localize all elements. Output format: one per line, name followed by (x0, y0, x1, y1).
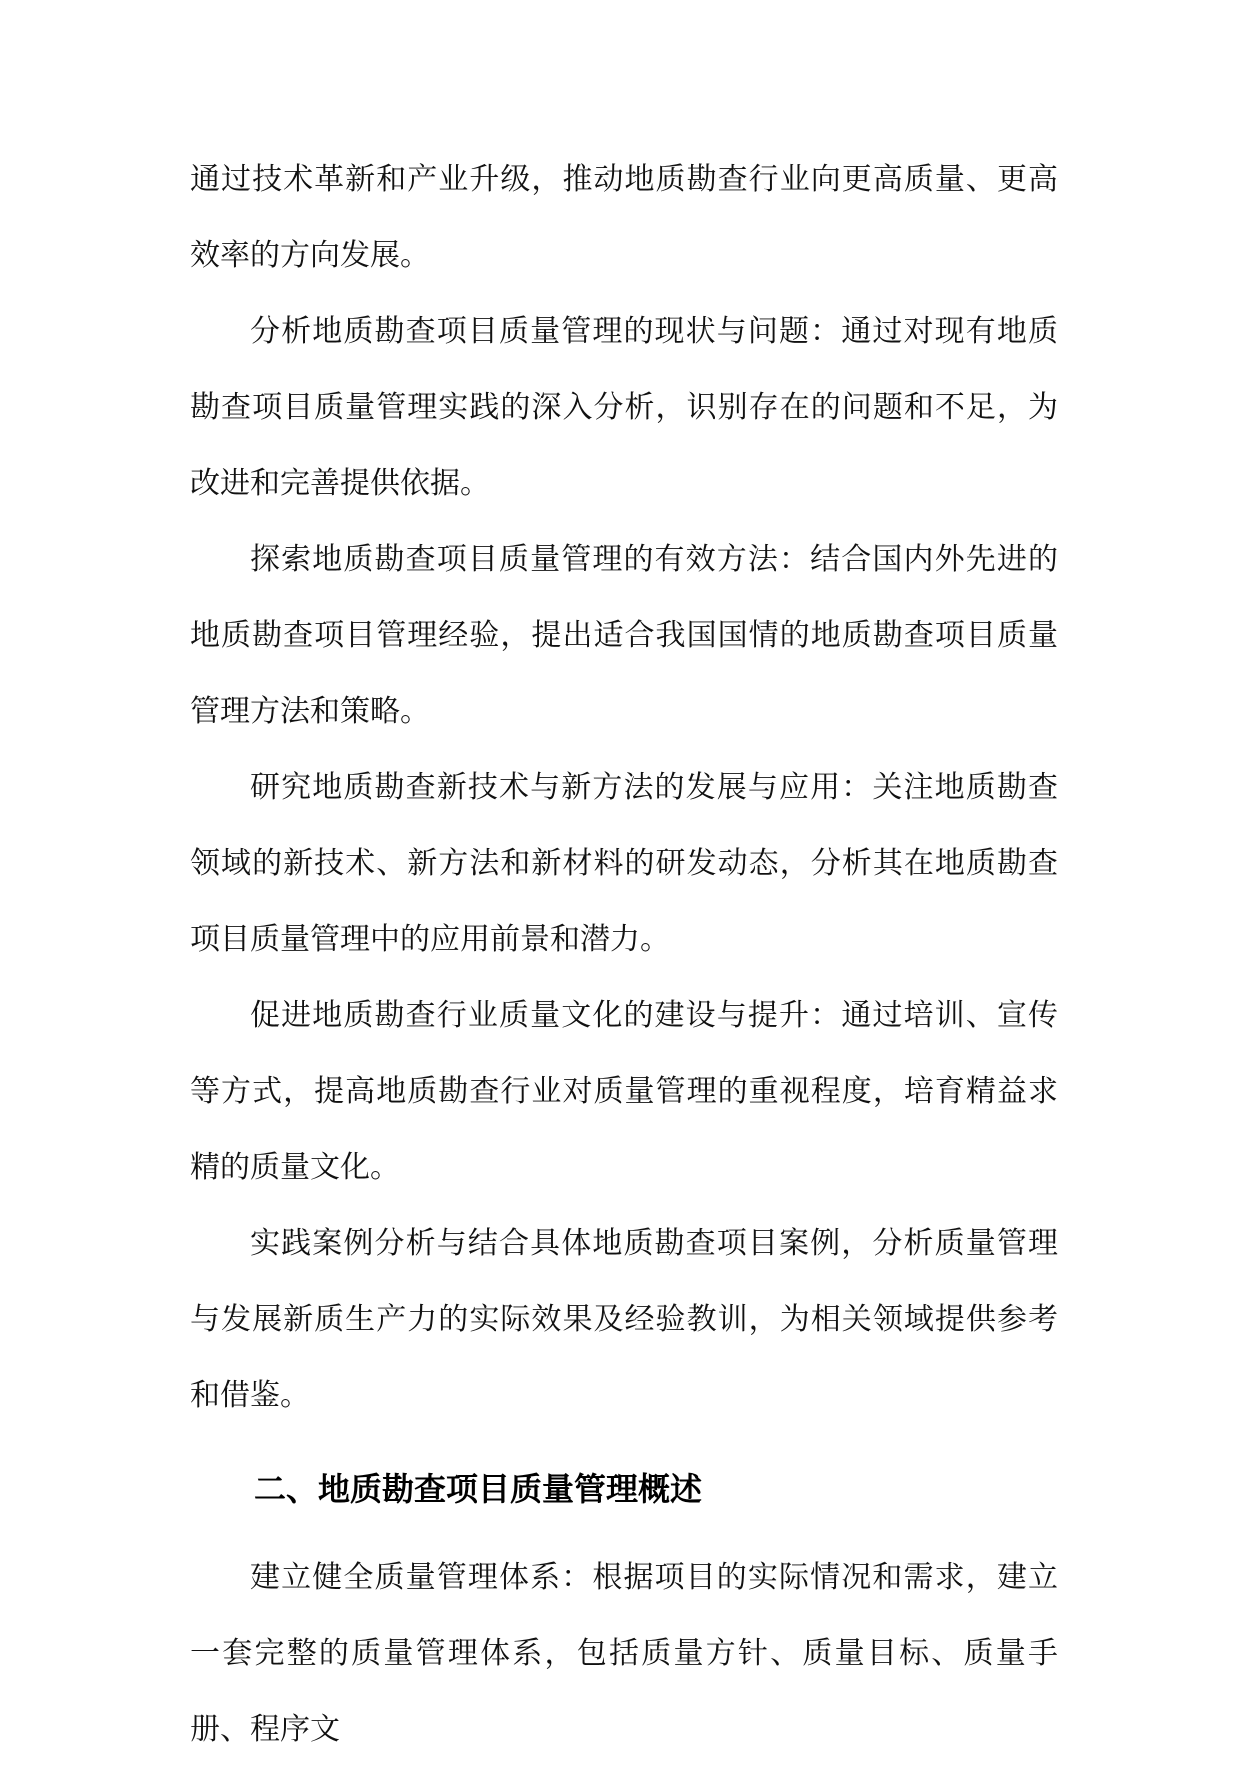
paragraph-new-technology: 研究地质勘查新技术与新方法的发展与应用：关注地质勘查领域的新技术、新方法和新材料的研发动态，分析其在地质勘查项目质量管理中的应用前景和潜力。 (190, 770, 1058, 957)
paragraph-quality-system: 建立健全质量管理体系：根据项目的实际情况和需求，建立一套完整的质量管理体系，包括质量方针、质量目标、质量手册、程序文 (190, 1560, 1058, 1747)
section-heading: 二、地质勘查项目质量管理概述 (254, 1470, 703, 1508)
document-body (190, 142, 1058, 1768)
paragraph-case-analysis: 实践案例分析与结合具体地质勘查项目案例，分析质量管理与发展新质生产力的实际效果及经验教训，为相关领域提供参考和借鉴。 (190, 1226, 1058, 1413)
paragraph-status-analysis: 分析地质勘查项目质量管理的现状与问题：通过对现有地质勘查项目质量管理实践的深入分析，识别存在的问题和不足，为改进和完善提供依据。 (190, 314, 1058, 501)
paragraph-continuation: 通过技术革新和产业升级，推动地质勘查行业向更高质量、更高效率的方向发展。 (190, 162, 1058, 273)
paragraph-effective-methods: 探索地质勘查项目质量管理的有效方法：结合国内外先进的地质勘查项目管理经验，提出适合我国国情的地质勘查项目质量管理方法和策略。 (190, 542, 1058, 729)
paragraph-quality-culture: 促进地质勘查行业质量文化的建设与提升：通过培训、宣传等方式，提高地质勘查行业对质量管理的重视程度，培育精益求精的质量文化。 (190, 998, 1058, 1185)
